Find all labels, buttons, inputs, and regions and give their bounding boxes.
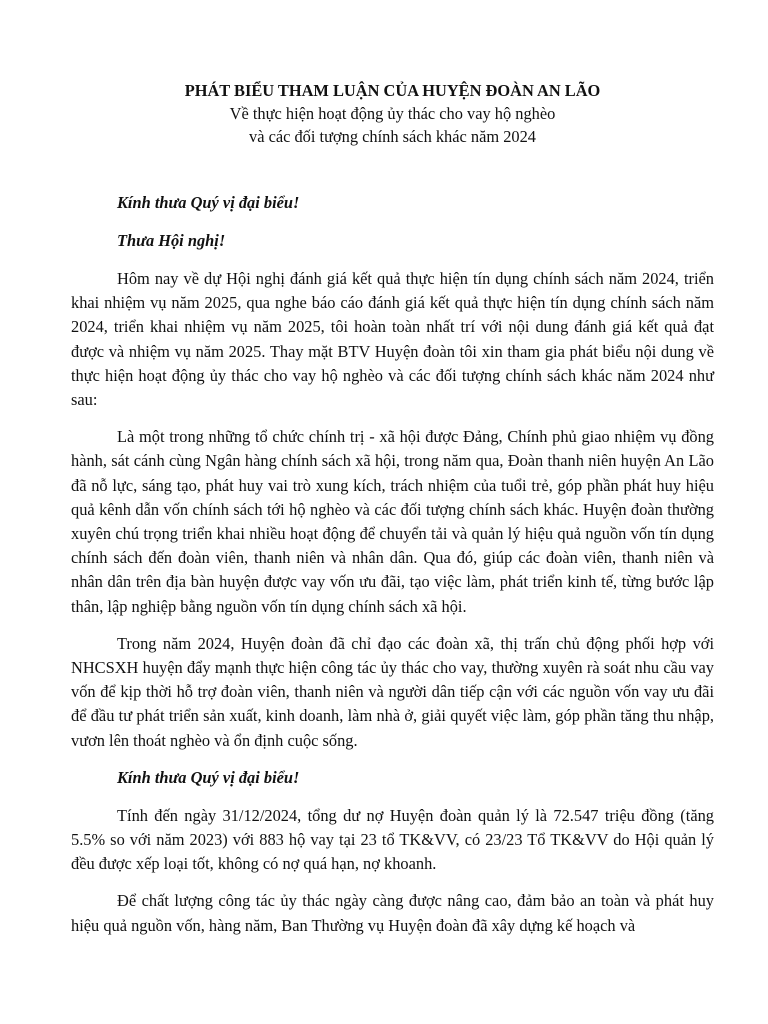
paragraph-youth-union-role: Là một trong những tổ chức chính trị - xã hội được Đảng, Chính phủ giao nhiệm vụ đồng hành, sát cánh cùng Ngân hàng chính sách xã hội, trong năm qua, Đoàn thanh niên huyện An Lão đã nỗ lực, sáng tạo, phát huy vai trò xung kích, trách nhiệm của tuổi trẻ, góp phần phát huy hiệu quả kênh dẫn vốn chính sách tới hộ nghèo và các đối tượng chính sách khác. Huyện đoàn thường xuyên chú trọng triển khai nhiều hoạt động để chuyển tải và quản lý hiệu quả nguồn vốn tín dụng chính sách đến đoàn viên, thanh niên và nhân dân. Qua đó, giúp các đoàn viên, thanh niên và nhân dân trên địa bàn huyện được vay vốn ưu đãi, tạo việc làm, phát triển kinh tế, từng bước lập thân, lập nghiệp bằng nguồn vốn tín dụng chính sách xã hội. <box>71 427 714 616</box>
document-title: PHÁT BIỂU THAM LUẬN CỦA HUYỆN ĐOÀN AN LÃO <box>184 81 601 100</box>
document-subtitle-line2: và các đối tượng chính sách khác năm 2024 <box>249 127 536 146</box>
paragraph-2024-activities: Trong năm 2024, Huyện đoàn đã chỉ đạo các đoàn xã, thị trấn chủ động phối hợp với NHCSXH huyện đẩy mạnh thực hiện công tác ủy thác cho vay, thường xuyên rà soát nhu cầu vay vốn để kịp thời hỗ trợ đoàn viên, thanh niên và người dân tiếp cận với các nguồn vốn vay ưu đãi để đầu tư phát triển sản xuất, kinh doanh, làm nhà ở, giải quyết việc làm, góp phần tăng thu nhập, vươn lên thoát nghèo và ổn định cuộc sống. <box>71 633 714 750</box>
paragraph-introduction: Hôm nay về dự Hội nghị đánh giá kết quả thực hiện tín dụng chính sách năm 2024, triển khai nhiệm vụ năm 2025, qua nghe báo cáo đánh giá kết quả thực hiện tín dụng chính sách năm 2024, triển khai nhiệm vụ năm 2025, tôi hoàn toàn nhất trí với nội dung đánh giá kết quả đạt được và nhiệm vụ năm 2025. Thay mặt BTV Huyện đoàn tôi xin tham gia phát biểu nội dung về thực hiện hoạt động ủy thác cho vay hộ nghèo và các đối tượng chính sách khác năm 2024 như sau: <box>71 269 714 410</box>
greeting-delegates: Kính thưa Quý vị đại biểu! <box>117 193 300 212</box>
header-spacer <box>71 148 714 191</box>
paragraph-quality-improvement: Để chất lượng công tác ủy thác ngày càng được nâng cao, đảm bảo an toàn và phát huy hiệu quả nguồn vốn, hàng năm, Ban Thường vụ Huyện đoàn đã xây dựng kế hoạch và <box>71 891 714 935</box>
document-page <box>71 80 714 951</box>
greeting-conference: Thưa Hội nghị! <box>117 231 226 250</box>
document-subtitle-line1: Về thực hiện hoạt động ủy thác cho vay hộ nghèo <box>229 104 556 123</box>
paragraph-loan-statistics: Tính đến ngày 31/12/2024, tổng dư nợ Huyện đoàn quản lý là 72.547 triệu đồng (tăng 5.5% so với năm 2023) với 883 hộ vay tại 23 tổ TK&VV, có 23/23 Tổ TK&VV do Hội quản lý đều được xếp loại tốt, không có nợ quá hạn, nợ khoanh. <box>71 805 714 874</box>
greeting-delegates-2: Kính thưa Quý vị đại biểu! <box>117 767 300 787</box>
